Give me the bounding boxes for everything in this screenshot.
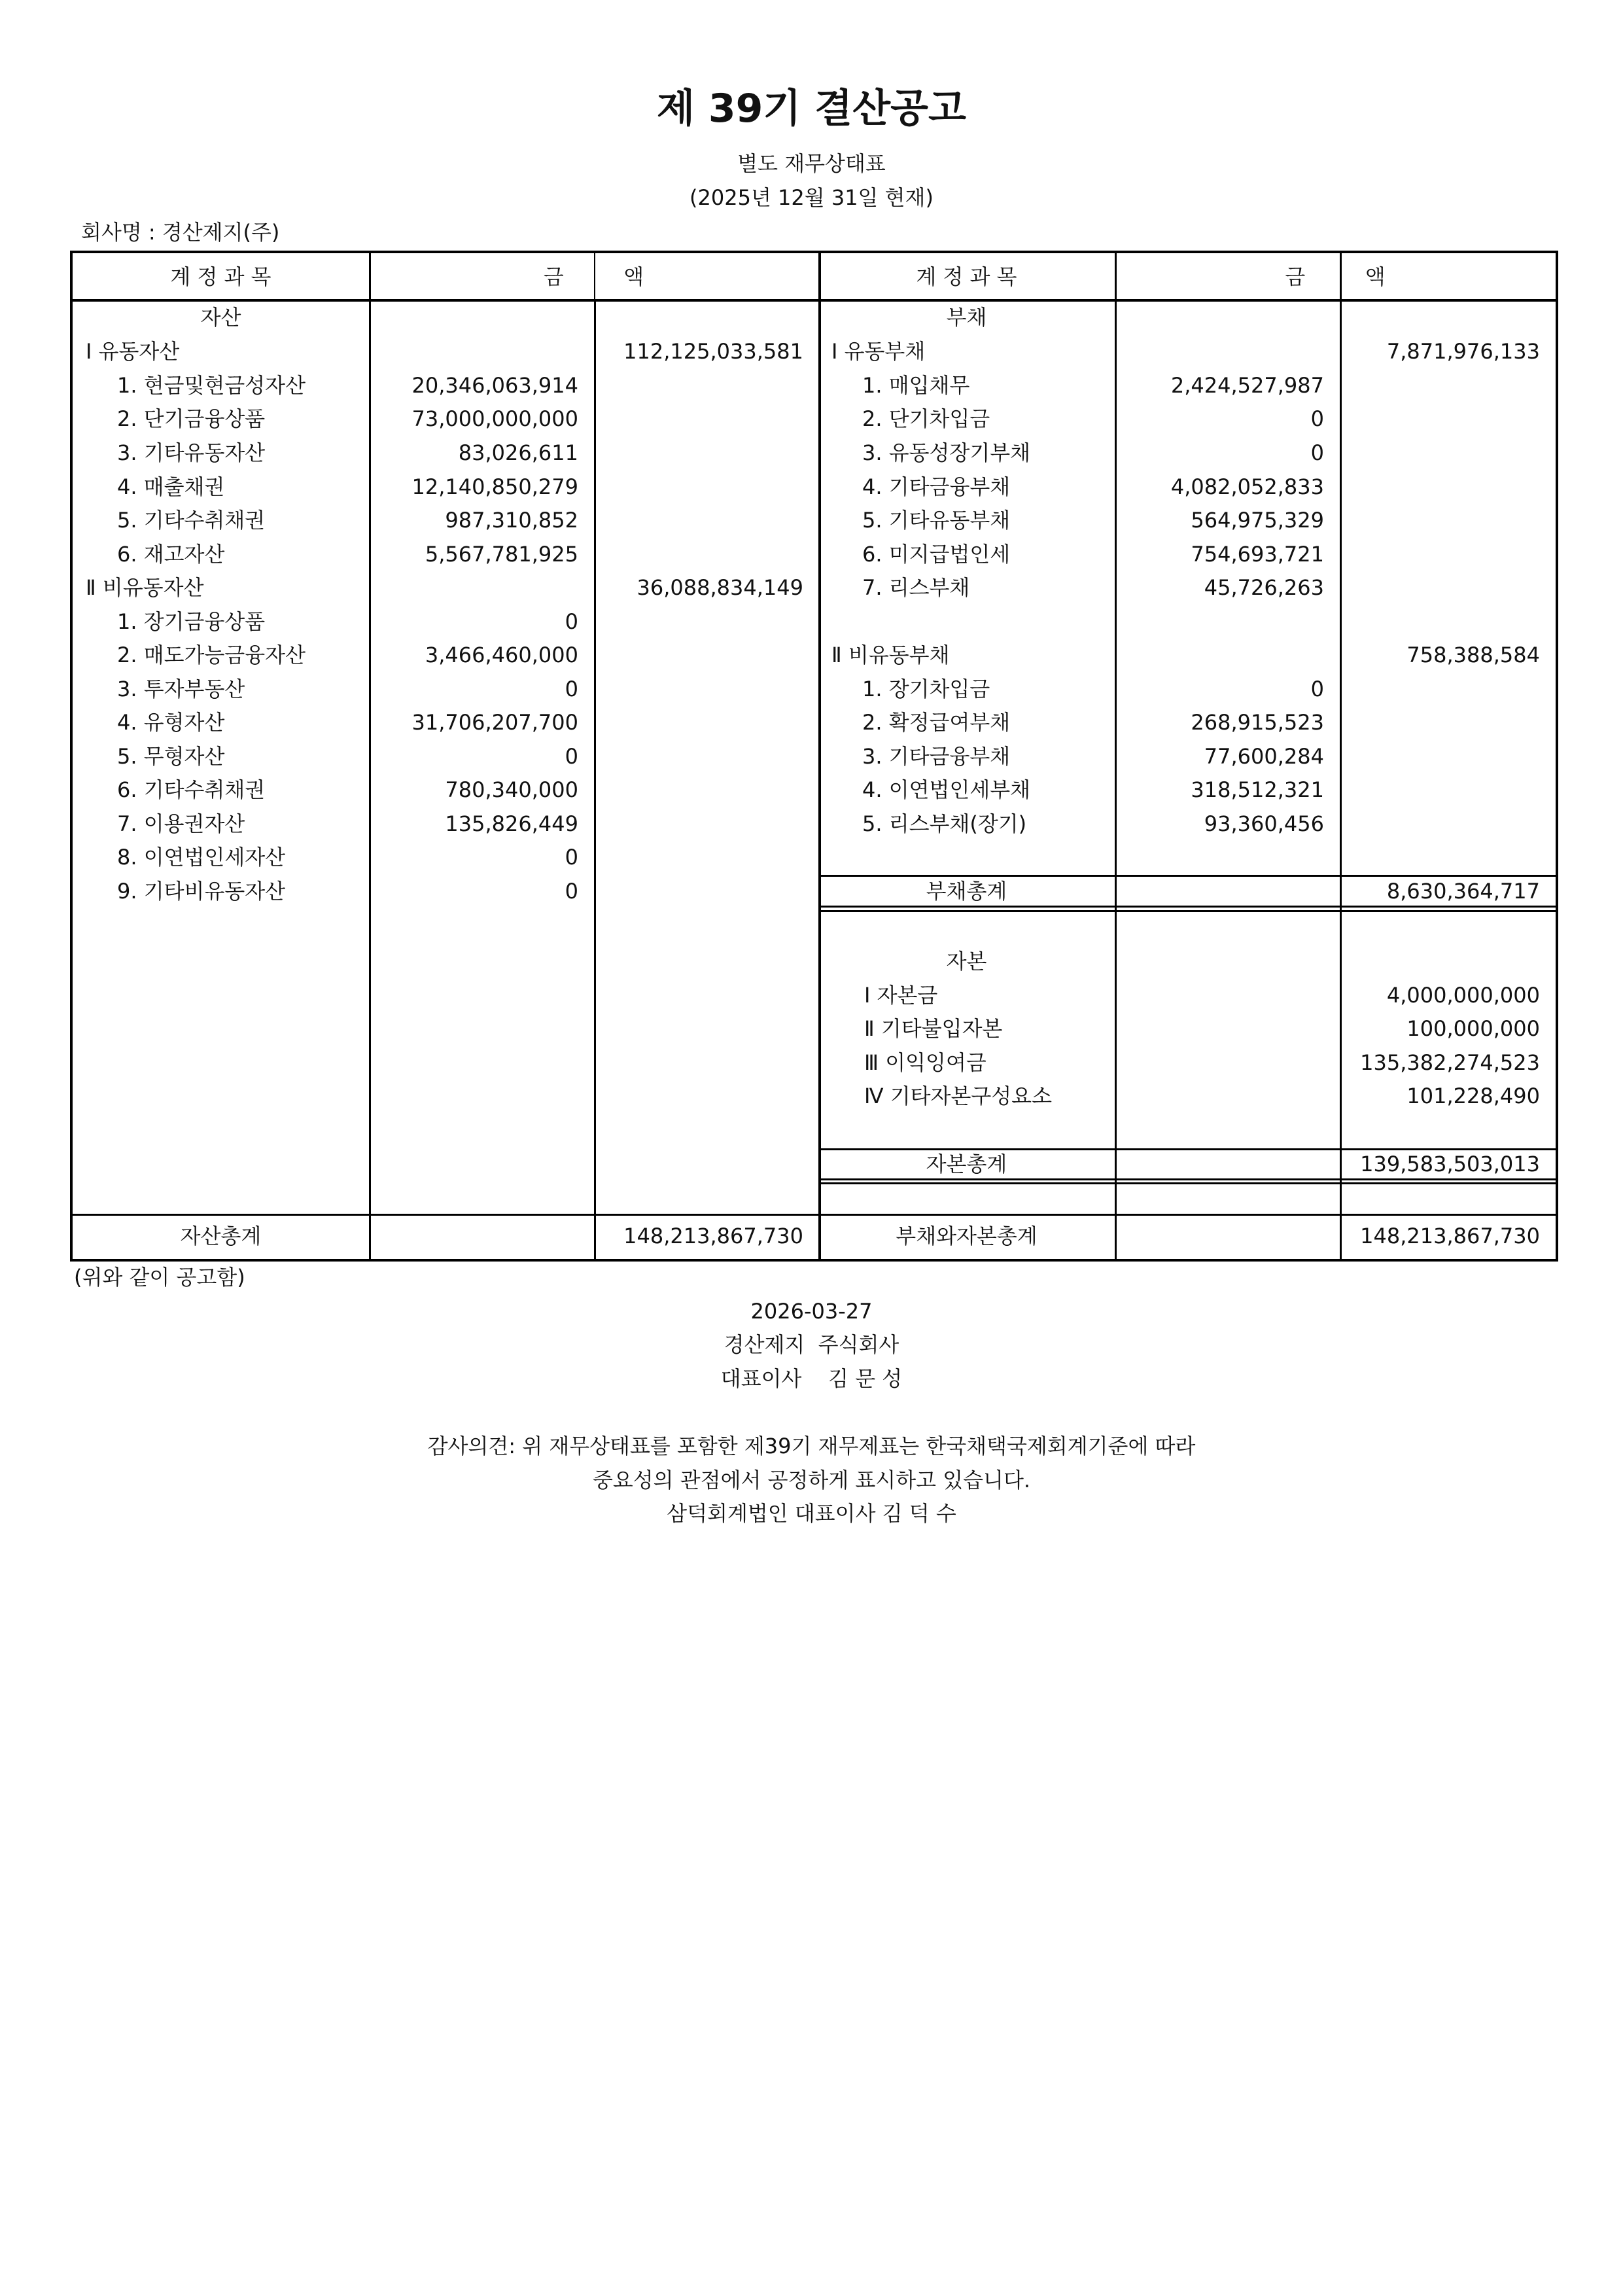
- page-title: 제 39기 결산공고: [656, 86, 967, 132]
- current-liab-total: 7,871,976,133: [1386, 339, 1540, 364]
- asset-value: 5,567,781,925: [425, 542, 578, 567]
- liab-item: 1. 장기차입금: [862, 677, 990, 701]
- eq-total-bottom: [820, 1178, 1556, 1180]
- asset-item: 6. 재고자산: [117, 542, 225, 567]
- asset-value: 0: [565, 744, 578, 769]
- audit-opinion-line1: 감사의견: 위 재무상태표를 포함한 제39기 재무제표는 한국채택국제회계기준에 따라: [427, 1434, 1196, 1458]
- header-amount-right: 금 액: [1285, 264, 1386, 289]
- eq-total-bottom2: [820, 1182, 1556, 1184]
- blank-row-bottom: [820, 1214, 1556, 1216]
- liab-value: 0: [1310, 677, 1324, 701]
- asset-item: 9. 기타비유동자산: [117, 879, 286, 904]
- auditor-name: 삼덕회계법인 대표이사 김 덕 수: [667, 1501, 956, 1526]
- equity-value: 101,228,490: [1406, 1084, 1540, 1108]
- asset-item: 5. 기타수취채권: [117, 508, 266, 533]
- asset-item: 5. 무형자산: [117, 744, 225, 769]
- liab-total-value: 8,630,364,717: [1386, 879, 1540, 904]
- liab-item: 7. 리스부채: [862, 575, 970, 600]
- grand-total-label: 부채와자본총계: [896, 1224, 1038, 1248]
- asset-total-top: [73, 1214, 820, 1216]
- assets-heading: 자산: [200, 305, 241, 330]
- liab-value: 318,512,321: [1191, 777, 1324, 802]
- asset-value: 83,026,611: [458, 440, 578, 465]
- asset-value: 0: [565, 609, 578, 634]
- asset-value: 0: [565, 879, 578, 904]
- asset-item: 8. 이연법인세자산: [117, 845, 286, 870]
- liab-value: 564,975,329: [1191, 508, 1324, 533]
- asset-total-value: 148,213,867,730: [623, 1224, 803, 1248]
- liab-value: 2,424,527,987: [1170, 373, 1324, 398]
- asset-item: 3. 투자부동산: [117, 677, 245, 701]
- statement-date: (2025년 12월 31일 현재): [689, 185, 934, 210]
- grand-total-value: 148,213,867,730: [1360, 1224, 1540, 1248]
- asset-value: 0: [565, 845, 578, 870]
- header-account-right: 계 정 과 목: [916, 264, 1017, 289]
- liab-item: 3. 유동성장기부채: [862, 440, 1031, 465]
- announcement-note: (위와 같이 공고함): [74, 1265, 245, 1290]
- liab-value: 45,726,263: [1204, 575, 1324, 600]
- liab-value: 77,600,284: [1204, 744, 1324, 769]
- asset-value: 0: [565, 677, 578, 701]
- header-account-left: 계 정 과 목: [170, 264, 271, 289]
- liab-total-label: 부채총계: [926, 879, 1007, 904]
- equity-value: 4,000,000,000: [1386, 983, 1540, 1008]
- current-liab-label: Ⅰ 유동부채: [831, 339, 926, 364]
- liab-total-bottom: [820, 906, 1556, 908]
- asset-value: 3,466,460,000: [425, 643, 578, 667]
- noncurrent-liab-total: 758,388,584: [1406, 643, 1540, 667]
- noncurrent-assets-total: 36,088,834,149: [637, 575, 803, 600]
- liab-item: 2. 단기차입금: [862, 406, 990, 431]
- statement-subtitle: 별도 재무상태표: [737, 151, 886, 176]
- liab-item: 5. 기타유동부채: [862, 508, 1011, 533]
- asset-value: 20,346,063,914: [411, 373, 578, 398]
- liab-total-bottom2: [820, 910, 1556, 912]
- liab-item: 1. 매입채무: [862, 373, 970, 398]
- asset-value: 31,706,207,700: [411, 710, 578, 735]
- liab-item: 2. 확정급여부채: [862, 710, 1011, 735]
- equity-item: Ⅲ 이익잉여금: [864, 1050, 986, 1075]
- equity-item: Ⅱ 기타불입자본: [864, 1016, 1003, 1041]
- asset-total-label: 자산총계: [180, 1224, 262, 1248]
- asset-value: 987,310,852: [445, 508, 578, 533]
- asset-item: 3. 기타유동자산: [117, 440, 266, 465]
- liab-value: 754,693,721: [1191, 542, 1324, 567]
- equity-item: Ⅰ 자본금: [864, 983, 938, 1008]
- asset-value: 12,140,850,279: [411, 474, 578, 499]
- liab-value: 0: [1310, 406, 1324, 431]
- asset-item: 2. 단기금융상품: [117, 406, 266, 431]
- header-amount-left: 금 액: [543, 264, 644, 289]
- asset-value: 135,826,449: [445, 811, 578, 836]
- col-divider: [594, 253, 596, 1259]
- asset-item: 7. 이용권자산: [117, 811, 245, 836]
- asset-value: 780,340,000: [445, 777, 578, 802]
- balance-sheet-table: [70, 251, 1558, 1262]
- asset-item: 4. 유형자산: [117, 710, 225, 735]
- asset-item: 6. 기타수취채권: [117, 777, 266, 802]
- equity-value: 135,382,274,523: [1360, 1050, 1540, 1075]
- liab-value: 4,082,052,833: [1170, 474, 1324, 499]
- equity-heading: 자본: [946, 949, 987, 974]
- footer-ceo: 대표이사 김 문 성: [720, 1366, 903, 1391]
- liab-item: 5. 리스부채(장기): [862, 811, 1027, 836]
- audit-opinion-line2: 중요성의 관점에서 공정하게 표시하고 있습니다.: [592, 1468, 1031, 1492]
- announcement-date: 2026-03-27: [750, 1299, 873, 1324]
- equity-total-value: 139,583,503,013: [1360, 1152, 1540, 1176]
- equity-value: 100,000,000: [1406, 1016, 1540, 1041]
- col-divider: [818, 253, 821, 1259]
- liab-value: 0: [1310, 440, 1324, 465]
- liab-value: 93,360,456: [1204, 811, 1324, 836]
- asset-item: 1. 장기금융상품: [117, 609, 266, 634]
- liab-item: 6. 미지급법인세: [862, 542, 1011, 567]
- asset-item: 1. 현금및현금성자산: [117, 373, 305, 398]
- noncurrent-assets-label: Ⅱ 비유동자산: [86, 575, 204, 600]
- liab-item: 3. 기타금융부채: [862, 744, 1011, 769]
- asset-value: 73,000,000,000: [411, 406, 578, 431]
- noncurrent-liab-label: Ⅱ 비유동부채: [831, 643, 950, 667]
- current-assets-total: 112,125,033,581: [623, 339, 803, 364]
- liabilities-heading: 부채: [946, 305, 987, 330]
- liab-value: 268,915,523: [1191, 710, 1324, 735]
- equity-total-label: 자본총계: [926, 1152, 1007, 1176]
- company-name: 회사명 : 경산제지(주): [81, 220, 280, 245]
- current-assets-label: Ⅰ 유동자산: [86, 339, 180, 364]
- liab-item: 4. 기타금융부채: [862, 474, 1011, 499]
- footer-company: 경산제지 주식회사: [724, 1332, 899, 1357]
- asset-item: 4. 매출채권: [117, 474, 225, 499]
- asset-item: 2. 매도가능금융자산: [117, 643, 305, 667]
- equity-item: Ⅳ 기타자본구성요소: [864, 1084, 1052, 1108]
- liab-item: 4. 이연법인세부채: [862, 777, 1031, 802]
